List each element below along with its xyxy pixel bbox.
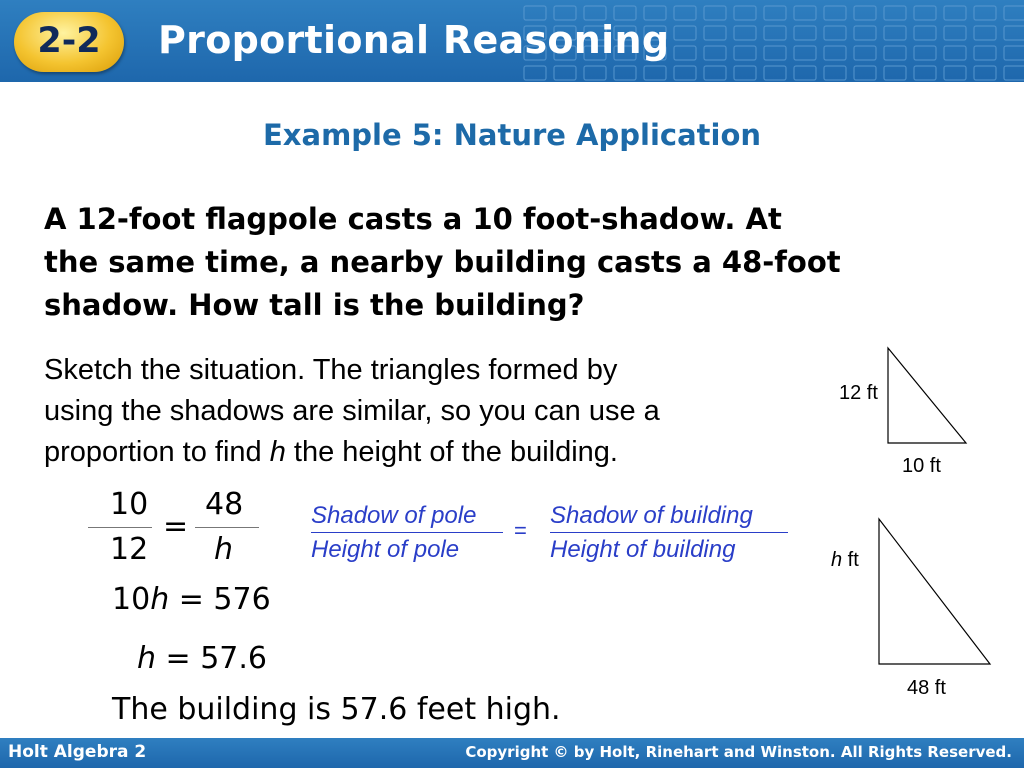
variable-h: h — [831, 549, 843, 571]
example-title: Example 5: Nature Application — [262, 118, 762, 152]
variable-h: h — [269, 436, 286, 468]
word-numerator: Shadow of pole — [311, 502, 477, 529]
word-denominator: Height of pole — [311, 536, 460, 563]
footer-course-name: Holt Algebra 2 — [8, 742, 147, 762]
equals-sign: = — [163, 509, 189, 544]
fraction-numerator: 48 — [205, 487, 244, 522]
step-result: = 57.6 — [156, 641, 268, 676]
step-coefficient: 10 — [112, 582, 151, 617]
sketch-line: using the shadows are similar, so you can use a — [44, 395, 660, 427]
building-height-label — [831, 549, 859, 572]
building-triangle — [879, 519, 990, 664]
word-denominator: Height of building — [550, 536, 736, 563]
word-numerator: Shadow of building — [550, 502, 753, 529]
footer-bar — [0, 738, 1024, 768]
variable-h: h — [137, 641, 157, 676]
conclusion: The building is 57.6 feet high. — [112, 692, 561, 727]
sketch-text: proportion to find — [44, 436, 270, 468]
problem-line: A 12-foot flagpole casts a 10 foot-shadow. At — [44, 202, 782, 236]
fraction-numerator: 10 — [110, 487, 149, 522]
footer-copyright: Copyright © by Holt, Rinehart and Winston. All Rights Reserved. — [465, 743, 1012, 761]
fraction-denominator: 12 — [110, 532, 149, 567]
problem-line: the same time, a nearby building casts a 48-foot — [44, 245, 841, 279]
flagpole-triangle — [888, 348, 966, 443]
sketch-text: the height of the building. — [285, 436, 618, 468]
building-shadow-label: 48 ft — [907, 677, 946, 699]
sketch-line: Sketch the situation. The triangles formed by — [44, 354, 618, 386]
flagpole-height-label: 12 ft — [839, 382, 878, 404]
lesson-title: Proportional Reasoning — [158, 18, 670, 62]
lesson-number: 2-2 — [37, 21, 101, 61]
unit-label: ft — [842, 549, 859, 571]
variable-h: h — [150, 582, 170, 617]
fraction-denominator: h — [214, 532, 234, 567]
word-equals-sign: = — [514, 518, 527, 543]
flagpole-shadow-label: 10 ft — [902, 455, 941, 477]
problem-line: shadow. How tall is the building? — [44, 288, 585, 322]
step-result: = 576 — [169, 582, 271, 617]
